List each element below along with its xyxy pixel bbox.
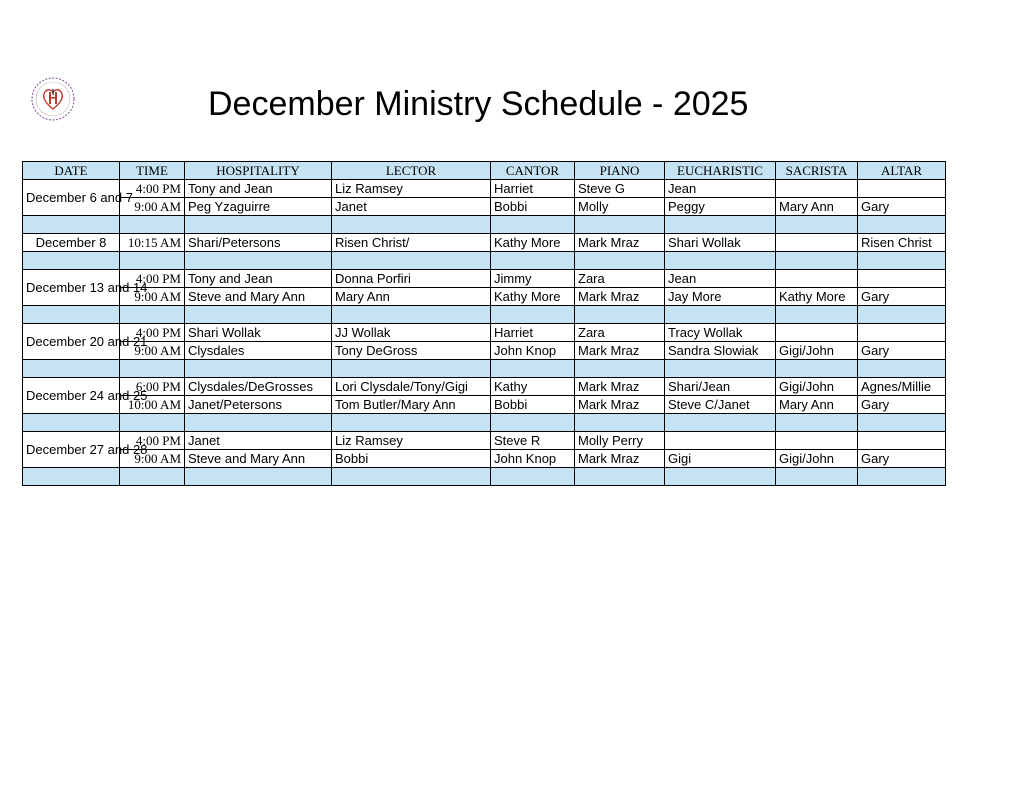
lector-cell: Bobbi (332, 450, 491, 468)
date-cell: December 6 and 7 (23, 180, 120, 216)
time-cell: 4:00 PM (120, 180, 185, 198)
date-cell: December 24 and 25 (23, 378, 120, 414)
sacrista-cell (776, 270, 858, 288)
time-cell: 9:00 AM (120, 288, 185, 306)
piano-cell: Mark Mraz (575, 378, 665, 396)
sacrista-cell (776, 432, 858, 450)
sacrista-cell: Kathy More (776, 288, 858, 306)
eucharistic-cell: Shari/Jean (665, 378, 776, 396)
cantor-cell: Kathy More (491, 288, 575, 306)
col-header-altar: ALTAR (858, 162, 946, 180)
eucharistic-cell (665, 432, 776, 450)
col-header-lector: LECTOR (332, 162, 491, 180)
piano-cell: Molly (575, 198, 665, 216)
col-header-hospitality: HOSPITALITY (185, 162, 332, 180)
hospitality-cell: Peg Yzaguirre (185, 198, 332, 216)
sacrista-cell (776, 324, 858, 342)
sacrista-cell: Mary Ann (776, 198, 858, 216)
col-header-eucharistic: EUCHARISTIC (665, 162, 776, 180)
date-cell: December 13 and 14 (23, 270, 120, 306)
table-row (23, 450, 946, 468)
date-cell: December 20 and 21 (23, 324, 120, 360)
piano-cell: Mark Mraz (575, 342, 665, 360)
eucharistic-cell: Shari Wollak (665, 234, 776, 252)
lector-cell: Mary Ann (332, 288, 491, 306)
cantor-cell: Harriet (491, 180, 575, 198)
cantor-cell: Kathy More (491, 234, 575, 252)
eucharistic-cell: Sandra Slowiak (665, 342, 776, 360)
time-cell: 10:00 AM (120, 396, 185, 414)
table-row (23, 432, 946, 450)
cantor-cell: John Knop (491, 342, 575, 360)
piano-cell: Zara (575, 324, 665, 342)
table-row (23, 198, 946, 216)
time-cell: 4:00 PM (120, 324, 185, 342)
altar-cell (858, 180, 946, 198)
hospitality-cell: Janet (185, 432, 332, 450)
time-cell: 9:00 AM (120, 342, 185, 360)
hospitality-cell: Steve and Mary Ann (185, 450, 332, 468)
cantor-cell: Steve R (491, 432, 575, 450)
eucharistic-cell: Peggy (665, 198, 776, 216)
lector-cell: Liz Ramsey (332, 180, 491, 198)
lector-cell: Tony DeGross (332, 342, 491, 360)
time-cell: 10:15 AM (120, 234, 185, 252)
sacrista-cell: Gigi/John (776, 378, 858, 396)
eucharistic-cell: Tracy Wollak (665, 324, 776, 342)
eucharistic-cell: Gigi (665, 450, 776, 468)
time-cell: 4:00 PM (120, 432, 185, 450)
time-cell: 9:00 AM (120, 450, 185, 468)
spacer-row (23, 216, 946, 234)
hospitality-cell: Janet/Petersons (185, 396, 332, 414)
cantor-cell: Bobbi (491, 198, 575, 216)
table-row (23, 270, 946, 288)
lector-cell: Donna Porfiri (332, 270, 491, 288)
lector-cell: Risen Christ/ (332, 234, 491, 252)
table-row (23, 234, 946, 252)
eucharistic-cell: Jay More (665, 288, 776, 306)
cantor-cell: Bobbi (491, 396, 575, 414)
piano-cell: Mark Mraz (575, 396, 665, 414)
piano-cell: Molly Perry (575, 432, 665, 450)
table-row (23, 378, 946, 396)
hospitality-cell: Clysdales (185, 342, 332, 360)
col-header-piano: PIANO (575, 162, 665, 180)
altar-cell: Gary (858, 342, 946, 360)
page-title: December Ministry Schedule - 2025 (208, 85, 749, 123)
sacrista-cell: Gigi/John (776, 342, 858, 360)
date-cell: December 27 and 28 (23, 432, 120, 468)
piano-cell: Mark Mraz (575, 234, 665, 252)
cantor-cell: John Knop (491, 450, 575, 468)
table-row (23, 180, 946, 198)
time-cell: 6:00 PM (120, 378, 185, 396)
table-row (23, 288, 946, 306)
sacrista-cell: Gigi/John (776, 450, 858, 468)
cantor-cell: Jimmy (491, 270, 575, 288)
col-header-cantor: CANTOR (491, 162, 575, 180)
lector-cell: Lori Clysdale/Tony/Gigi (332, 378, 491, 396)
altar-cell: Gary (858, 288, 946, 306)
piano-cell: Mark Mraz (575, 288, 665, 306)
hospitality-cell: Tony and Jean (185, 180, 332, 198)
hospitality-cell: Shari Wollak (185, 324, 332, 342)
altar-cell: Gary (858, 450, 946, 468)
hospitality-cell: Steve and Mary Ann (185, 288, 332, 306)
cantor-cell: Kathy (491, 378, 575, 396)
header-row (23, 162, 946, 180)
eucharistic-cell: Steve C/Janet (665, 396, 776, 414)
spacer-row (23, 252, 946, 270)
altar-cell: Gary (858, 198, 946, 216)
spacer-row (23, 306, 946, 324)
lector-cell: Janet (332, 198, 491, 216)
hospitality-cell: Tony and Jean (185, 270, 332, 288)
spacer-row (23, 468, 946, 486)
piano-cell: Mark Mraz (575, 450, 665, 468)
altar-cell: Gary (858, 396, 946, 414)
eucharistic-cell: Jean (665, 180, 776, 198)
col-header-date: DATE (23, 162, 120, 180)
table-row (23, 342, 946, 360)
date-cell: December 8 (23, 234, 120, 252)
spacer-row (23, 360, 946, 378)
hospitality-cell: Shari/Petersons (185, 234, 332, 252)
piano-cell: Zara (575, 270, 665, 288)
col-header-sacrista: SACRISTA (776, 162, 858, 180)
spacer-row (23, 414, 946, 432)
eucharistic-cell: Jean (665, 270, 776, 288)
altar-cell (858, 270, 946, 288)
time-cell: 4:00 PM (120, 270, 185, 288)
altar-cell (858, 432, 946, 450)
piano-cell: Steve G (575, 180, 665, 198)
altar-cell: Risen Christ (858, 234, 946, 252)
time-cell: 9:00 AM (120, 198, 185, 216)
table-row (23, 396, 946, 414)
cantor-cell: Harriet (491, 324, 575, 342)
sacrista-cell (776, 180, 858, 198)
lector-cell: Liz Ramsey (332, 432, 491, 450)
sacrista-cell: Mary Ann (776, 396, 858, 414)
parish-logo-icon (30, 76, 76, 122)
table-row (23, 324, 946, 342)
schedule-table (22, 161, 946, 486)
altar-cell (858, 324, 946, 342)
lector-cell: Tom Butler/Mary Ann (332, 396, 491, 414)
lector-cell: JJ Wollak (332, 324, 491, 342)
col-header-time: TIME (120, 162, 185, 180)
altar-cell: Agnes/Millie (858, 378, 946, 396)
sacrista-cell (776, 234, 858, 252)
hospitality-cell: Clysdales/DeGrosses (185, 378, 332, 396)
